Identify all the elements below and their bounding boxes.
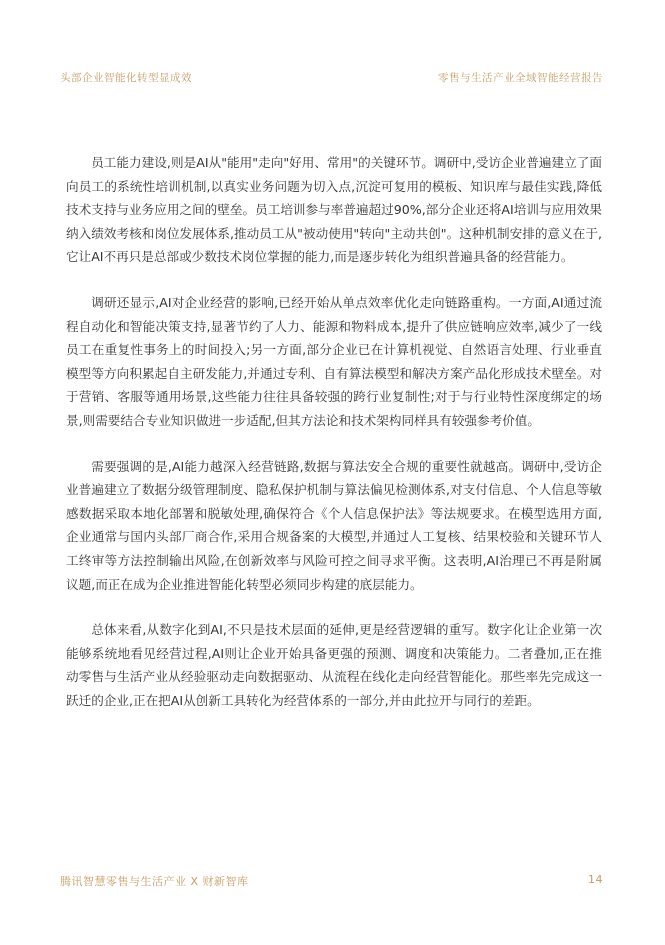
paragraph-2: 调研还显示,AI对企业经营的影响,已经开始从单点效率优化走向链路重构。一方面,AI通过流程自动化和智能决策支持,显著节约了人力、能源和物料成本,提升了供应链响应效率,减少了一线员工在重复性事务上的时间投入;另一方面,部分企业已在计算机视觉、自然语言处理、行业垂直模型等方向积累起自主研发能力,并通过专利、自有算法模型和解决方案产品化形成技术壁垒。对于营销、客服等通用场景,这些能力往往具备较强的跨行业复制性;对于与行业特性深度绑定的场景,则需要结合专业知识做进一步适配,但其方法论和技术架构同样具有较强参考价值。 xyxy=(66,294,602,428)
running-header-right: 零售与生活产业全域智能经营报告 xyxy=(438,72,603,84)
page-number: 14 xyxy=(588,873,603,886)
paragraph-1: 员工能力建设,则是AI从"能用"走向"好用、常用"的关键环节。调研中,受访企业普遍建立了面向员工的系统性培训机制,以真实业务问题为切入点,沉淀可复用的模板、知识库与最佳实践,降低技术支持与业务应用之间的壁垒。员工培训参与率普遍超过90%,部分企业还将AI培训与应用效果纳入绩效考核和岗位发展体系,推动员工从"被动使用"转向"主动共创"。这种机制安排的意义在于,它让AI不再只是总部或少数技术岗位掌握的能力,而是逐步转化为组织普遍具备的经营能力。 xyxy=(66,155,602,265)
running-header-left: 头部企业智能化转型显成效 xyxy=(60,72,192,84)
footer-publisher: 腾讯智慧零售与生活产业 X 财新智库 xyxy=(60,875,249,888)
paragraph-3: 需要强调的是,AI能力越深入经营链路,数据与算法安全合规的重要性就越高。调研中,受访企业普遍建立了数据分级管理制度、隐私保护机制与算法偏见检测体系,对支付信息、个人信息等敏感数据采取本地化部署和脱敏处理,确保符合《个人信息保护法》等法规要求。在模型选用方面,企业通常与国内头部厂商合作,采用合规备案的大模型,并通过人工复核、结果校验和关键环节人工终审等方法控制输出风险,在创新效率与风险可控之间寻求平衡。这表明,AI治理已不再是附属议题,而正在成为企业推进智能化转型必须同步构建的底层能力。 xyxy=(66,458,602,592)
body-text xyxy=(66,151,602,734)
paragraph-4: 总体来看,从数字化到AI,不只是技术层面的延伸,更是经营逻辑的重写。数字化让企业第一次能够系统地看见经营过程,AI则让企业开始具备更强的预测、调度和决策能力。二者叠加,正在推动零售与生活产业从经验驱动走向数据驱动、从流程在线化走向经营智能化。那些率先完成这一跃迁的企业,正在把AI从创新工具转化为经营体系的一部分,并由此拉开与同行的差距。 xyxy=(66,622,602,708)
